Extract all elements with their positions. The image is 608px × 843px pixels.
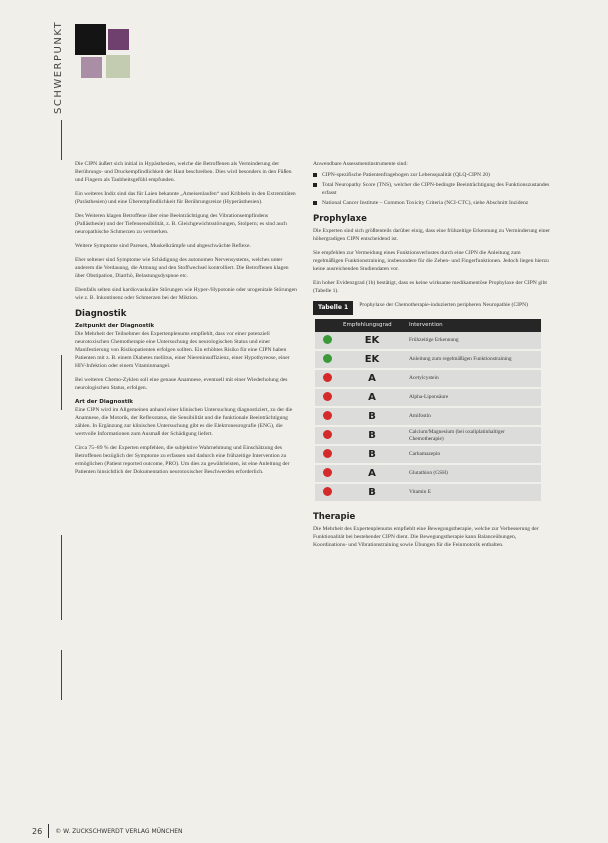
intervention: Frühzeitige Erkennung <box>405 332 541 350</box>
list-item: CIPN-spezifische Patientenfragebogen zur Lebensqualität (QLQ-CIPN 20) <box>313 171 551 179</box>
green-dot-icon <box>323 354 332 363</box>
status-dot-cell <box>315 426 339 445</box>
intervention: Carbamazepin <box>405 445 541 464</box>
paragraph: Ein hoher Evidenzgrad (1b) bestätigt, dass es keine wirksame medikamentöse Prophylaxe der CIPN gibt (Tabelle 1). <box>313 280 547 294</box>
table-row <box>315 445 541 464</box>
page-footer <box>32 824 183 838</box>
logo-square-black <box>75 24 106 55</box>
footer-divider <box>48 824 49 838</box>
red-dot-icon <box>323 430 332 439</box>
logo-square-lightgreen <box>106 55 130 78</box>
paragraph: Die Experten sind sich größtenteils darüber einig, dass eine frühzeitige Erkennung zu Verminderung einer höhergradigen CIPN entscheidend ist. <box>313 228 550 242</box>
status-dot-cell <box>315 350 339 369</box>
divider <box>61 120 62 160</box>
intervention: Glutathion (GSH) <box>405 464 541 483</box>
paragraph: Weitere Symptome sind Paresen, Muskelkrämpfe und abgeschwächte Reflexe. <box>75 243 251 249</box>
recommendation-level: A <box>339 464 405 483</box>
bullet-list <box>313 171 551 207</box>
paragraph: Ein weiteres Indiz sind das für Laien bekannte „Ameisenlaufen“ und Kribbeln in den Extremitäten (Parästhesien) und eine Überempfindlichkeit für Berührungsreize (Hyperästhesien). <box>75 191 296 205</box>
intervention: Acetylcystein <box>405 369 541 388</box>
heading-prophylaxe: Prophylaxe <box>313 214 367 224</box>
list-item: Total Neuropathy Score (TNS), welcher die CIPN-bedingte Beeinträchtigung des Funktionszustandes erfasst <box>313 181 551 197</box>
paragraph: Sie empfehlen zur Vermeidung eines Funktionsverlustes durch eine CIPN die Anleitung zum regelmäßigen Funktionstraining, insbesondere für die Zehen- und Fingerfunktionen. Jedoch liegen hierzu keine ausreichenden Studiendaten vor. <box>313 250 549 272</box>
recommendation-level: B <box>339 445 405 464</box>
subheading: Art der Diagnostik <box>75 399 134 405</box>
list-item: National Cancer Institute – Common Toxicity Criteria (NCI-CTC), siehe Abschnitt Inzidenz <box>313 199 551 207</box>
table-row <box>315 350 541 369</box>
table-row <box>315 388 541 407</box>
paragraph: Die CIPN äußert sich initial in Hypästhesien, welche die Betroffenen als Verminderung der Berührungs- und Druckempfindlichkeit der Haut beschreiben. Dies wird besonders in den Füßen und Fingern als Taubheitsgefühl empfunden. <box>75 161 292 183</box>
status-dot-cell <box>315 388 339 407</box>
intervention: Vitamin E <box>405 483 541 502</box>
divider <box>61 535 62 620</box>
right-column <box>313 160 551 555</box>
status-dot-cell <box>315 407 339 426</box>
subheading: Zeitpunkt der Diagnostik <box>75 323 155 329</box>
table-header-level: Empfehlungsgrad <box>339 319 405 332</box>
paragraph: Ebenfalls selten sind kardiovaskuläre Störungen wie Hyper-/Hypotonie oder urogenitale Störungen wie z. B. Inkontinenz oder Schmerzen bei der Miktion. <box>75 287 297 301</box>
table-caption <box>313 301 551 315</box>
table-row <box>315 464 541 483</box>
prophylaxis-table <box>315 319 541 503</box>
recommendation-level: B <box>339 483 405 502</box>
table-header-empty <box>315 319 339 332</box>
page-number: 26 <box>32 826 43 836</box>
table-label: Tabelle 1 <box>313 301 353 315</box>
paragraph: Anwendbare Assessmentinstrumente sind: <box>313 161 408 167</box>
recommendation-level: A <box>339 388 405 407</box>
intervention: Calcium/Magnesium (bei oxaliplatinhaltiger Chemotherapie) <box>405 426 541 445</box>
logo-square-lightpurple <box>81 57 102 78</box>
paragraph: Die Mehrheit des Expertenplenums empfiehlt eine Bewegungstherapie, welche zur Verbesserung der Funktionalität bei bestehender CIPN dient. Die Bewegungstherapie kann Balanceübungen, Koordinations- und Vibrationstraining sowie Übungen für die Feinmotorik enthalten. <box>313 526 539 548</box>
table-row <box>315 407 541 426</box>
status-dot-cell <box>315 332 339 350</box>
table-header-row <box>315 319 541 332</box>
table-body <box>315 332 541 502</box>
intervention: Amifostin <box>405 407 541 426</box>
status-dot-cell <box>315 369 339 388</box>
table-header-intervention: Intervention <box>405 319 541 332</box>
intervention: Anleitung zum regelmäßigen Funktionstraining <box>405 350 541 369</box>
left-column <box>75 160 297 482</box>
status-dot-cell <box>315 464 339 483</box>
divider <box>61 650 62 700</box>
table-row <box>315 483 541 502</box>
red-dot-icon <box>323 392 332 401</box>
heading-diagnostik: Diagnostik <box>75 309 127 319</box>
table-title: Prophylaxe der Chemotherapie-induzierten peripheren Neuropathie (CIPN) <box>359 302 529 308</box>
status-dot-cell <box>315 445 339 464</box>
paragraph: Eher seltener sind Symptome wie Schädigung des autonomen Nervensystems, welches unter anderem die Verdauung, die Atmung und den Stoffwechsel kontrolliert. Die Betroffenen klagen über Obstipation, Diarrhö, Belastungsdyspnoe etc. <box>75 257 289 279</box>
paragraph: Des Weiteren klagen Betroffene über eine Beeinträchtigung des Vibrationsempfindens (Pallästhesie) und der Tiefensensibilität, z. B. Gleichgewichtsstörungen, Stolpern; es sind auch neuropathische Schmerzen zu vermerken. <box>75 213 287 235</box>
table-row <box>315 426 541 445</box>
recommendation-level: EK <box>339 350 405 369</box>
red-dot-icon <box>323 449 332 458</box>
paragraph: Bei weiteren Chemo-Zyklen soll eine genaue Anamnese, eventuell mit einer Wiederholung des neurologischen Status, erfolgen. <box>75 377 288 391</box>
status-dot-cell <box>315 483 339 502</box>
red-dot-icon <box>323 373 332 382</box>
red-dot-icon <box>323 468 332 477</box>
green-dot-icon <box>323 335 332 344</box>
paragraph: Eine CIPN wird im Allgemeinen anhand einer klinischen Untersuchung diagnostiziert, zu der die Anamnese, die Motorik, der Reflexstatus, die Sensibilität und die funktionale Beeinträchtigung zählen. In Ergänzung zur klinischen Untersuchung gibt es die Elektroneurografie (ENG), die wertvolle Informationen zum Ausmaß der Schädigung liefert. <box>75 407 293 437</box>
intervention: Alpha-Liponsäure <box>405 388 541 407</box>
paragraph: Die Mehrheit der Teilnehmer des Expertenplenums empfiehlt, dass vor einer potenziell neurotoxischen Chemotherapie eine Untersuchung des neurologischen Status und einer Manifestierung von Risikopatienten erfolgen sollten. Ein erhöhtes Risiko für eine CIPN haben Patienten mit z. B. einem Diabetes mellitus, einer Niereninsuffizienz, einer Hypothyreose, einer HIV-Infektion oder einem Vitaminmangel. <box>75 331 290 369</box>
recommendation-level: A <box>339 369 405 388</box>
red-dot-icon <box>323 411 332 420</box>
table-row <box>315 369 541 388</box>
paragraph: Circa 75–89 % der Experten empfehlen, die subjektive Wahrnehmung und Einschätzung des Betroffenen bezüglich der Symptome zu erfassen und dadurch eine frühzeitige Intervention zu ermöglichen (Patient reported outcome, PRO). Um dies zu gewährleisten, ist eine Anleitung der Patienten hinsichtlich der Dokumentation neurotoxischer Beschwerden erforderlich. <box>75 445 290 475</box>
red-dot-icon <box>323 487 332 496</box>
table-row <box>315 332 541 350</box>
heading-therapie: Therapie <box>313 512 356 522</box>
section-label: SCHWERPUNKT <box>53 20 64 114</box>
logo-square-purple <box>108 29 129 50</box>
divider <box>61 355 62 410</box>
recommendation-level: B <box>339 426 405 445</box>
recommendation-level: B <box>339 407 405 426</box>
publisher: © W. ZUCKSCHWERDT VERLAG MÜNCHEN <box>55 827 183 835</box>
recommendation-level: EK <box>339 332 405 350</box>
